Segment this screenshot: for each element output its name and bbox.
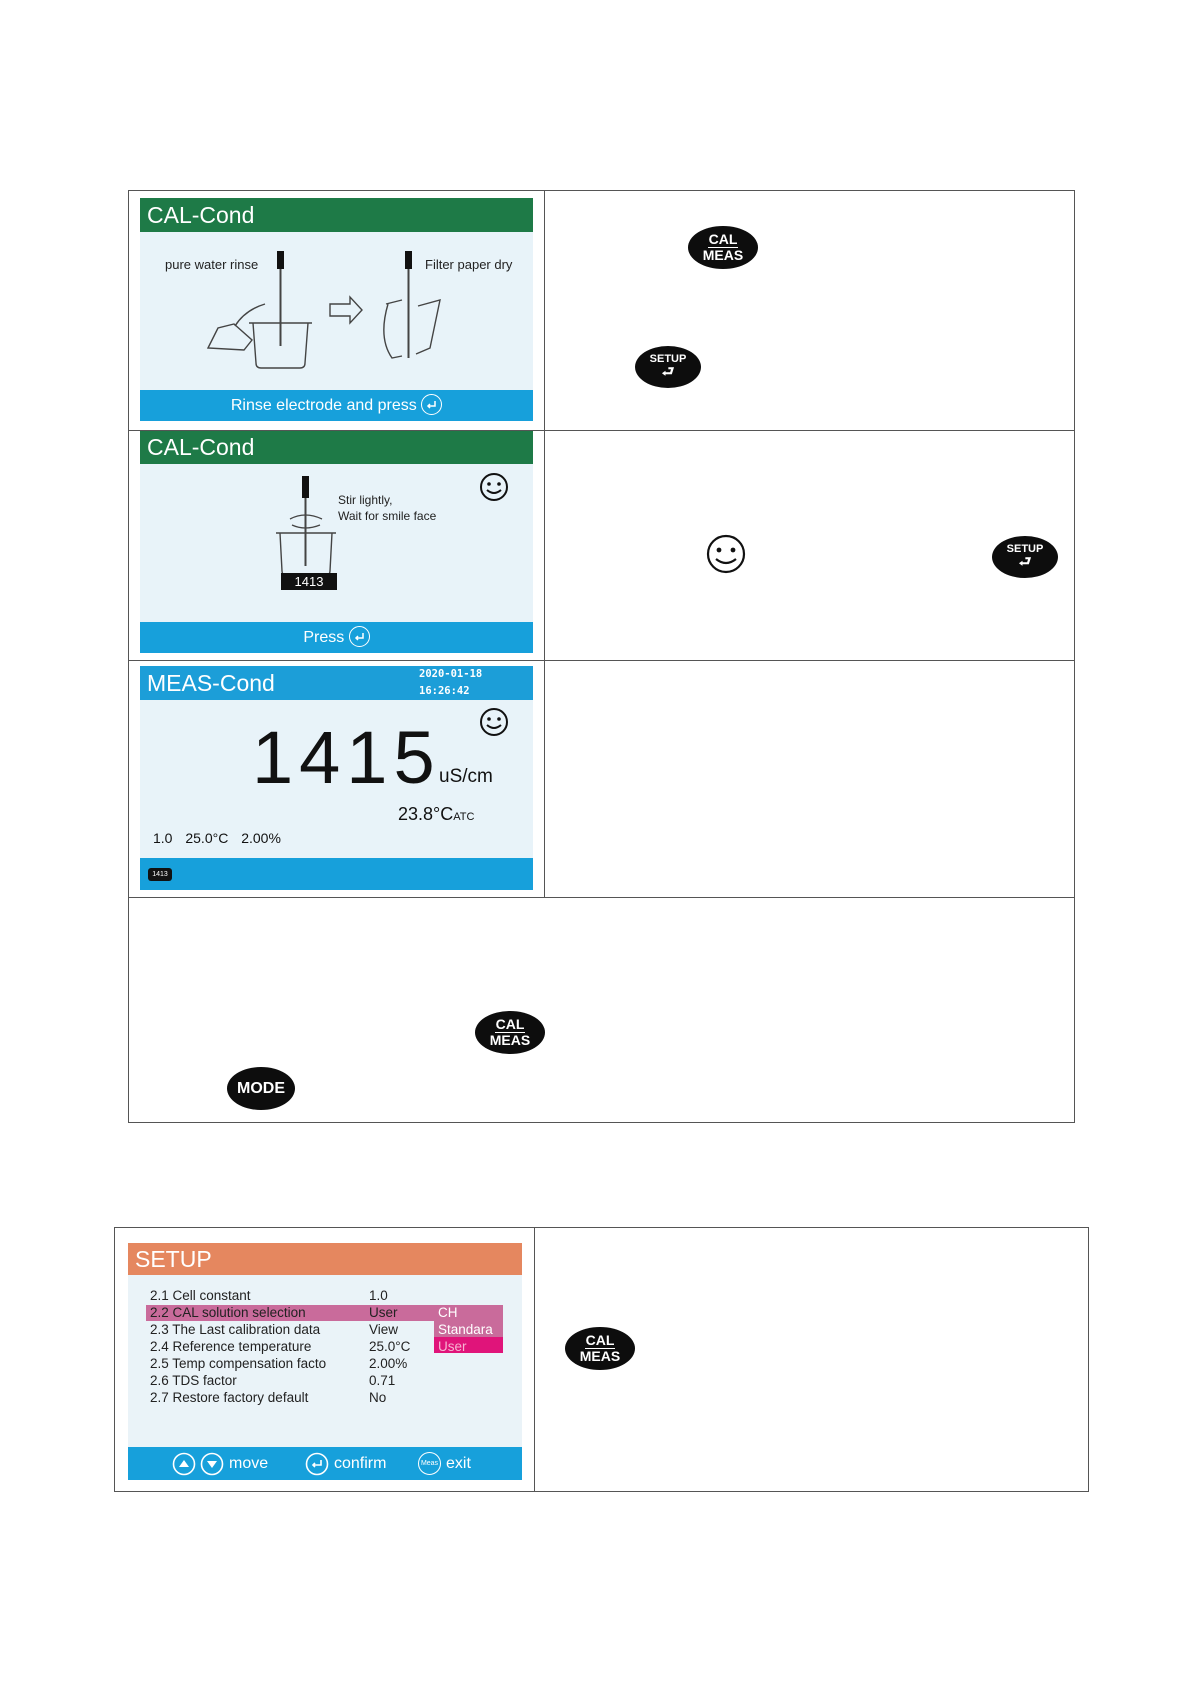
standard-value-badge: 1413 [281, 573, 337, 590]
setup-row[interactable] [128, 1356, 522, 1372]
rinse-label: pure water rinse [165, 257, 259, 272]
option-item[interactable]: User [438, 1339, 467, 1354]
dry-label: Filter paper dry [425, 257, 513, 272]
filter-paper-icon [384, 300, 440, 358]
smile-face-icon [705, 533, 747, 575]
electrode-icon [277, 251, 284, 269]
setup-footer [128, 1447, 522, 1480]
cal-rinse-screen [140, 198, 533, 421]
down-arrow-icon [200, 1452, 224, 1476]
time-display: 16:26:42 [419, 685, 470, 697]
row-divider [129, 897, 1074, 898]
row-label: 2.4 Reference temperature [150, 1339, 312, 1354]
row-value: 25.0°C [369, 1339, 411, 1354]
calibration-badge-icon: 1413 [148, 868, 172, 881]
setup-table [114, 1227, 1089, 1492]
row-value: 0.71 [369, 1373, 396, 1388]
option-item[interactable]: CH [438, 1305, 458, 1320]
screen-footer [140, 858, 533, 890]
date-display: 2020-01-18 [419, 668, 483, 680]
cal-meas-key-icon: CAL MEAS [565, 1327, 635, 1370]
cal-stir-screen [140, 431, 533, 653]
enter-icon [305, 1452, 329, 1476]
row-value: 2.00% [369, 1356, 408, 1371]
cal-meas-key-icon: CAL MEAS [475, 1011, 545, 1054]
setup-row[interactable] [128, 1288, 522, 1304]
temperature-readout [398, 804, 474, 825]
row-value: User [369, 1305, 398, 1320]
electrode-icon [405, 251, 412, 269]
screen-footer [140, 622, 533, 653]
row-label: 2.5 Temp compensation facto [150, 1356, 327, 1371]
reference-temp: 25.0°C [185, 830, 229, 846]
setup-enter-key-icon: SETUP ⮐ [635, 346, 701, 388]
wash-bottle-icon [208, 304, 265, 350]
setup-row[interactable] [128, 1390, 522, 1406]
setup-screen [128, 1243, 522, 1480]
conductivity-reading: 1415 [252, 716, 441, 799]
setup-row[interactable] [128, 1373, 522, 1389]
option-item[interactable]: Standara [438, 1322, 493, 1337]
enter-icon [349, 626, 370, 647]
status-line [153, 830, 281, 846]
row-value: View [369, 1322, 399, 1337]
up-arrow-icon [172, 1452, 196, 1476]
footer-text: Press [303, 629, 345, 646]
atc-label: ATC [453, 811, 475, 823]
row-label: 2.1 Cell constant [150, 1288, 251, 1303]
row-label: 2.7 Restore factory default [150, 1390, 309, 1405]
temp-compensation: 2.00% [241, 830, 281, 846]
conductivity-unit: uS/cm [439, 766, 493, 787]
footer-text: Rinse electrode and press [230, 397, 417, 414]
setup-enter-key-icon: SETUP ⮐ [992, 536, 1058, 578]
meas-icon: Meas [418, 1452, 441, 1475]
screen-title: CAL-Cond [140, 431, 533, 464]
move-label: move [229, 1455, 269, 1472]
smile-face-icon [479, 707, 509, 737]
exit-label: exit [446, 1455, 471, 1472]
enter-icon [421, 394, 442, 415]
temperature-unit: °C [433, 804, 454, 824]
row-value: 1.0 [369, 1288, 388, 1303]
screen-title: CAL-Cond [140, 198, 533, 232]
column-divider [544, 191, 545, 898]
screen-title: MEAS-Cond [147, 670, 275, 696]
rinse-illustration [140, 248, 533, 398]
meas-screen [140, 666, 533, 890]
confirm-label: confirm [334, 1455, 387, 1472]
mode-key-icon: MODE [227, 1067, 295, 1110]
column-divider [534, 1228, 535, 1491]
cell-constant: 1.0 [153, 830, 173, 846]
row-value: No [369, 1390, 387, 1405]
procedure-table [128, 190, 1075, 1123]
row-divider [129, 660, 1074, 661]
row-label: 2.3 The Last calibration data [150, 1322, 321, 1337]
arrow-right-icon [330, 297, 362, 323]
stir-instruction: Stir lightly, [338, 493, 393, 507]
screen-footer [140, 390, 533, 421]
row-label: 2.6 TDS factor [150, 1373, 237, 1388]
wait-instruction: Wait for smile face [338, 509, 437, 523]
temperature-value: 23.8 [398, 804, 434, 824]
row-label: 2.2 CAL solution selection [150, 1305, 306, 1320]
cal-meas-key-icon: CAL MEAS [688, 226, 758, 269]
setup-title: SETUP [128, 1243, 522, 1275]
smile-face-icon [479, 472, 509, 502]
